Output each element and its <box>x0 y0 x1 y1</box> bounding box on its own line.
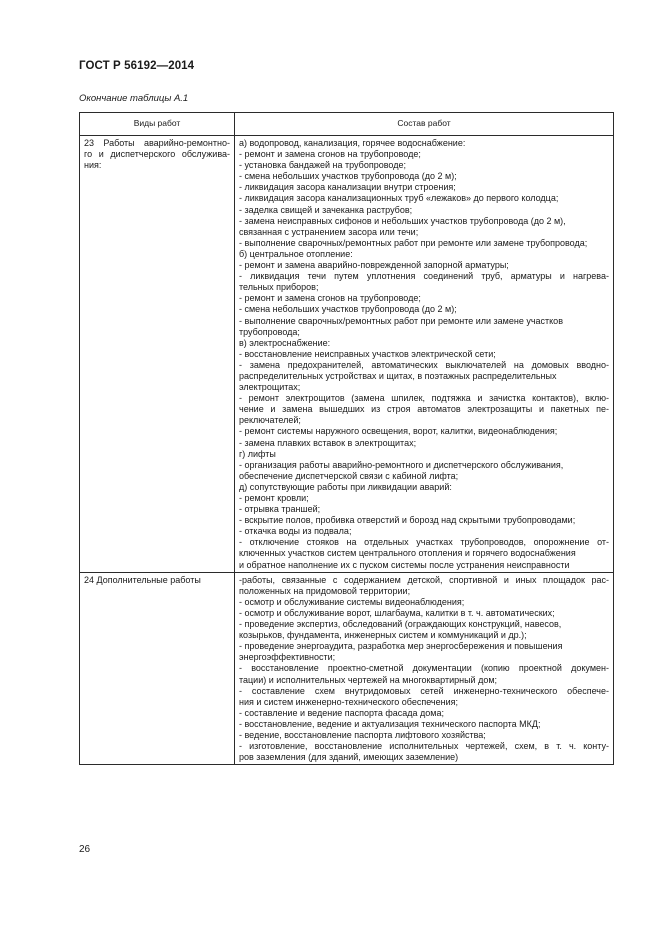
work-content-line: - ремонт электрощитов (замена шпилек, подтяжка и зачистка контактов), вклю- <box>239 393 609 404</box>
work-content-line: ключенных участков систем центрального отопления и горячего водоснабжения <box>239 548 576 559</box>
work-content-line: - замена плавких вставок в электрощитах; <box>239 437 417 448</box>
work-content-line: - организация работы аварийно-ремонтного и диспетчерского обслуживания, <box>239 459 564 470</box>
work-content-line: - проведение экспертиз, обследований (ограждающих конструкций, навесов, <box>239 619 562 630</box>
work-content-line: тельных приборов; <box>239 282 319 293</box>
page-number: 26 <box>79 844 91 855</box>
work-content-line: в) электроснабжение: <box>239 337 331 348</box>
work-content-line: - вскрытие полов, пробивка отверстий и борозд над скрытыми трубопроводами; <box>239 515 576 526</box>
work-content-line: - ремонт и замена аварийно-поврежденной запорной арматуры; <box>239 260 509 271</box>
work-content-line: ров заземления (для зданий, имеющих заземление) <box>239 752 459 763</box>
work-content-line: - составление и ведение паспорта фасада дома; <box>239 707 444 718</box>
work-content-line: - составление схем внутридомовых сетей инженерно-технического обеспече- <box>239 685 609 696</box>
table-row <box>80 572 614 765</box>
work-content-line: - ликвидация засора канализационных труб «лежаков» до первого колодца; <box>239 193 559 204</box>
work-content-line: реключателей; <box>239 415 301 426</box>
standard-designation: ГОСТ Р 56192—2014 <box>79 60 195 72</box>
work-content-line: электрощитах; <box>239 382 301 393</box>
work-content-line: а) водопровод, канализация, горячее водоснабжение: <box>239 138 466 148</box>
work-content-line: - ремонт системы наружного освещения, ворот, калитки, видеонаблюдения; <box>239 426 558 437</box>
work-content-line: б) центральное отопление: <box>239 248 353 259</box>
work-kind-line: 23 Работы аварийно-ремонтно- <box>84 138 230 148</box>
work-content-line: г) лифты <box>239 448 276 459</box>
work-content-line: связанная с устранением засора или течи; <box>239 226 419 237</box>
work-content-line: обеспечение диспетчерской связи с кабиной лифта; <box>239 470 459 481</box>
work-content-line: чение и замена вышедших из строя автоматов электрозащиты и пакетных пе- <box>239 404 609 415</box>
work-content-line: - ликвидация течи путем уплотнения соединений труб, арматуры и нагрева- <box>239 271 609 282</box>
work-content-line: - замена предохранителей, автоматических выключателей на домовых вводно- <box>239 359 609 370</box>
work-content-line: - замена неисправных сифонов и небольших участков трубопровода (до 2 м), <box>239 215 566 226</box>
work-content-line: - смена небольших участков трубопровода (до 2 м); <box>239 171 457 182</box>
work-content-line: - откачка воды из подвала; <box>239 526 352 537</box>
column-header-kind: Виды работ <box>80 113 235 136</box>
table-caption: Окончание таблицы А.1 <box>79 93 189 104</box>
work-content-line: - ремонт и замена сгонов на трубопроводе; <box>239 293 421 304</box>
work-kind-cell <box>80 136 235 573</box>
column-header-content: Состав работ <box>235 113 614 136</box>
work-content-cell <box>235 572 614 765</box>
works-table <box>79 112 614 765</box>
work-content-line: - смена небольших участков трубопровода (до 2 м); <box>239 304 457 315</box>
work-content-line: трубопровода; <box>239 326 300 337</box>
work-content-line: - установка бандажей на трубопроводе; <box>239 160 406 171</box>
work-content-line: - осмотр и обслуживание ворот, шлагбаума, калитки в т. ч. автоматических; <box>239 607 555 618</box>
work-content-line: положенных на придомовой территории; <box>239 585 411 596</box>
work-content-line: - изготовление, восстановление исполнительных чертежей, схем, в т. ч. конту- <box>239 741 609 752</box>
work-content-line: энергоэффективности; <box>239 652 336 663</box>
work-content-line: ния и систем инженерно-технического обеспечения; <box>239 696 458 707</box>
table-row <box>80 136 614 573</box>
work-content-line: - заделка свищей и зачеканка раструбов; <box>239 204 413 215</box>
work-content-line: - ремонт и замена сгонов на трубопроводе; <box>239 149 421 160</box>
work-content-line: - ликвидация засора канализации внутри строения; <box>239 182 456 193</box>
work-content-line: - выполнение сварочных/ремонтных работ при ремонте или замене трубопровода; <box>239 237 588 248</box>
table-header-row <box>80 113 614 136</box>
work-kind-line: го и диспетчерского обслужива- <box>84 149 230 160</box>
work-content-line: козырьков, фундамента, инженерных систем и коммуникаций и др.); <box>239 630 527 641</box>
work-content-line: и обратное наполнение их с пуском системы после устранения неисправности <box>239 559 570 570</box>
work-content-line: - проведение энергоаудита, разработка мер энергосбережения и повышения <box>239 641 563 652</box>
work-content-line: -работы, связанные с содержанием детской, спортивной и иных площадок рас- <box>239 574 609 585</box>
work-content-line: - восстановление проектно-сметной документации (копию проектной докумен- <box>239 663 609 674</box>
work-content-line: - восстановление неисправных участков электрической сети; <box>239 348 496 359</box>
work-content-line: - осмотр и обслуживание системы видеонаблюдения; <box>239 596 465 607</box>
work-kind-line: ния: <box>84 160 102 171</box>
work-content-line: распределительных устройствах и щитах, в поэтажных распределительных <box>239 370 557 381</box>
work-content-line: - отключение стояков на отдельных участках трубопроводов, опорожнение от- <box>239 537 609 548</box>
work-content-line: - отрывка траншей; <box>239 504 321 515</box>
work-content-line: - ремонт кровли; <box>239 493 309 503</box>
work-content-cell <box>235 136 614 573</box>
work-kind-line: 24 Дополнительные работы <box>84 574 201 585</box>
work-content-line: - выполнение сварочных/ремонтных работ при ремонте или замене участков <box>239 315 563 326</box>
work-content-line: - восстановление, ведение и актуализация технического паспорта МКД; <box>239 718 541 729</box>
work-content-line: тации) и исполнительных чертежей на многоквартирный дом; <box>239 674 498 685</box>
work-content-line: д) сопутствующие работы при ликвидации аварий: <box>239 481 452 492</box>
work-content-line: - ведение, восстановление паспорта лифтового хозяйства; <box>239 729 486 740</box>
work-kind-cell <box>80 572 235 765</box>
